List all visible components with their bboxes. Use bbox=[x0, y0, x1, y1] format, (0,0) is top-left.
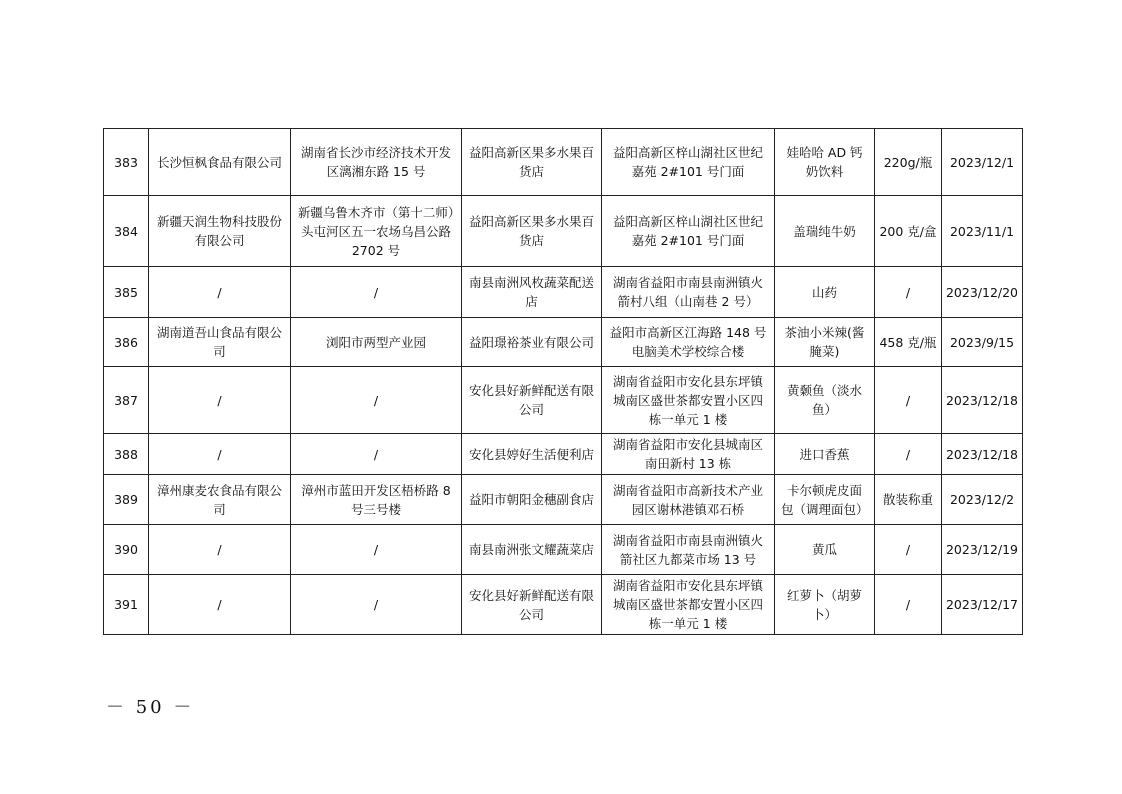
seller-address: 湖南省益阳市南县南洲镇火箭社区九都菜市场 13 号 bbox=[602, 525, 775, 575]
production-date: 2023/12/19 bbox=[942, 525, 1023, 575]
production-date: 2023/12/18 bbox=[942, 434, 1023, 475]
producer-name: / bbox=[149, 267, 291, 318]
row-number: 383 bbox=[104, 129, 149, 196]
seller-address: 湖南省益阳市安化县城南区南田新村 13 栋 bbox=[602, 434, 775, 475]
seller-name: 南县南洲张文耀蔬菜店 bbox=[462, 525, 602, 575]
production-date: 2023/12/18 bbox=[942, 367, 1023, 434]
production-date: 2023/11/1 bbox=[942, 196, 1023, 267]
producer-name: / bbox=[149, 575, 291, 635]
producer-name: 漳州康麦农食品有限公司 bbox=[149, 475, 291, 525]
row-number: 389 bbox=[104, 475, 149, 525]
product-spec: / bbox=[875, 434, 942, 475]
producer-address: 漳州市蓝田开发区梧桥路 8 号三号楼 bbox=[291, 475, 462, 525]
seller-name: 益阳市朝阳金穗副食店 bbox=[462, 475, 602, 525]
production-date: 2023/12/2 bbox=[942, 475, 1023, 525]
production-date: 2023/12/1 bbox=[942, 129, 1023, 196]
row-number: 384 bbox=[104, 196, 149, 267]
seller-address: 益阳市高新区江海路 148 号电脑美术学校综合楼 bbox=[602, 318, 775, 367]
product-spec: / bbox=[875, 575, 942, 635]
producer-address: / bbox=[291, 267, 462, 318]
product-name: 盖瑞纯牛奶 bbox=[775, 196, 875, 267]
seller-name: 益阳璟裕茶业有限公司 bbox=[462, 318, 602, 367]
producer-address: 浏阳市两型产业园 bbox=[291, 318, 462, 367]
row-number: 388 bbox=[104, 434, 149, 475]
producer-name: 新疆天润生物科技股份有限公司 bbox=[149, 196, 291, 267]
production-date: 2023/12/17 bbox=[942, 575, 1023, 635]
producer-address: / bbox=[291, 575, 462, 635]
row-number: 386 bbox=[104, 318, 149, 367]
table-row bbox=[104, 267, 1023, 318]
producer-name: 湖南道吾山食品有限公司 bbox=[149, 318, 291, 367]
product-name: 山药 bbox=[775, 267, 875, 318]
producer-address: / bbox=[291, 367, 462, 434]
table-row bbox=[104, 525, 1023, 575]
row-number: 391 bbox=[104, 575, 149, 635]
table-row bbox=[104, 318, 1023, 367]
row-number: 387 bbox=[104, 367, 149, 434]
producer-address: 新疆乌鲁木齐市（第十二师）头屯河区五一农场乌昌公路 2702 号 bbox=[291, 196, 462, 267]
producer-address: 湖南省长沙市经济技术开发区漓湘东路 15 号 bbox=[291, 129, 462, 196]
table-row bbox=[104, 475, 1023, 525]
producer-name: / bbox=[149, 434, 291, 475]
product-name: 黄颡鱼（淡水鱼） bbox=[775, 367, 875, 434]
row-number: 385 bbox=[104, 267, 149, 318]
producer-name: / bbox=[149, 367, 291, 434]
product-spec: 200 克/盒 bbox=[875, 196, 942, 267]
table-body bbox=[104, 129, 1023, 635]
product-spec: 458 克/瓶 bbox=[875, 318, 942, 367]
product-name: 进口香蕉 bbox=[775, 434, 875, 475]
product-name: 红萝卜（胡萝卜） bbox=[775, 575, 875, 635]
seller-name: 安化县好新鲜配送有限公司 bbox=[462, 367, 602, 434]
product-spec: / bbox=[875, 525, 942, 575]
seller-address: 湖南省益阳市高新技术产业园区谢林港镇邓石桥 bbox=[602, 475, 775, 525]
product-spec: 散装称重 bbox=[875, 475, 942, 525]
production-date: 2023/12/20 bbox=[942, 267, 1023, 318]
row-number: 390 bbox=[104, 525, 149, 575]
product-name: 娃哈哈 AD 钙奶饮料 bbox=[775, 129, 875, 196]
seller-address: 湖南省益阳市安化县东坪镇城南区盛世茶都安置小区四栋一单元 1 楼 bbox=[602, 367, 775, 434]
page-number: － 50 － bbox=[106, 697, 195, 718]
production-date: 2023/9/15 bbox=[942, 318, 1023, 367]
product-spec: / bbox=[875, 367, 942, 434]
product-name: 黄瓜 bbox=[775, 525, 875, 575]
product-name: 茶油小米辣(酱腌菜) bbox=[775, 318, 875, 367]
producer-address: / bbox=[291, 525, 462, 575]
producer-address: / bbox=[291, 434, 462, 475]
producer-name: 长沙恒枫食品有限公司 bbox=[149, 129, 291, 196]
seller-name: 南县南洲风枚蔬菜配送店 bbox=[462, 267, 602, 318]
product-name: 卡尔顿虎皮面包（调理面包） bbox=[775, 475, 875, 525]
table-row bbox=[104, 129, 1023, 196]
seller-name: 益阳高新区果多水果百货店 bbox=[462, 196, 602, 267]
seller-address: 湖南省益阳市南县南洲镇火箭村八组（山南巷 2 号） bbox=[602, 267, 775, 318]
sampling-results-table bbox=[103, 128, 1023, 635]
seller-name: 安化县婷好生活便利店 bbox=[462, 434, 602, 475]
table-row bbox=[104, 434, 1023, 475]
table-row bbox=[104, 196, 1023, 267]
seller-address: 益阳高新区梓山湖社区世纪嘉苑 2#101 号门面 bbox=[602, 196, 775, 267]
producer-name: / bbox=[149, 525, 291, 575]
seller-address: 益阳高新区梓山湖社区世纪嘉苑 2#101 号门面 bbox=[602, 129, 775, 196]
seller-address: 湖南省益阳市安化县东坪镇城南区盛世茶都安置小区四栋一单元 1 楼 bbox=[602, 575, 775, 635]
seller-name: 益阳高新区果多水果百货店 bbox=[462, 129, 602, 196]
product-spec: / bbox=[875, 267, 942, 318]
table-row bbox=[104, 367, 1023, 434]
seller-name: 安化县好新鲜配送有限公司 bbox=[462, 575, 602, 635]
product-spec: 220g/瓶 bbox=[875, 129, 942, 196]
table-row bbox=[104, 575, 1023, 635]
